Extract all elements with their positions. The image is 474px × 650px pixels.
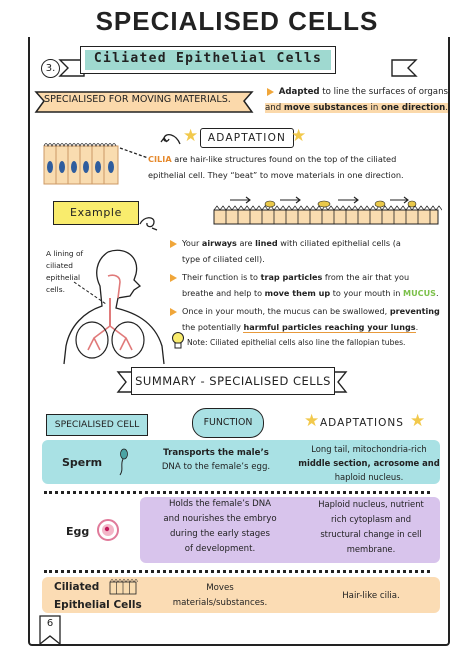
egg-function xyxy=(150,497,290,557)
bullet-swallowed xyxy=(170,304,440,335)
ciliated-name-line: Epithelial Cells xyxy=(54,599,142,611)
row-divider xyxy=(44,570,430,573)
summary-title: SUMMARY - SPECIALISED CELLS xyxy=(131,367,335,395)
section-title: Ciliated Epithelial Cells xyxy=(85,50,331,70)
example-bullets xyxy=(170,236,440,335)
swirl-arrow-icon xyxy=(138,214,160,232)
bullet-keyword: trap particles xyxy=(260,272,323,282)
star-icon: ★ xyxy=(304,411,320,431)
sperm-adaptation-line: haploid nucleus. xyxy=(334,472,404,482)
mucus-keyword: MUCUS xyxy=(403,287,436,298)
egg-adaptations xyxy=(298,497,444,557)
egg-function-line: during the early stages xyxy=(170,529,270,539)
star-icon: ★ xyxy=(291,126,307,146)
egg-cell-name: Egg xyxy=(66,525,90,538)
bullet-text-part: breathe and help to xyxy=(182,287,265,298)
cilia-mucus-strip xyxy=(212,196,442,228)
page-title: SPECIALISED CELLS xyxy=(0,6,474,37)
bullet-text-part: Their function is to xyxy=(182,272,261,282)
row-divider xyxy=(44,491,430,494)
egg-icon xyxy=(96,517,120,543)
bullet-keyword: harmful particles reaching your lungs xyxy=(243,321,416,332)
star-icon: ★ xyxy=(410,411,426,431)
ciliated-function xyxy=(150,581,290,611)
header-specialised-cell: SPECIALISED CELL xyxy=(46,414,148,436)
lightbulb-icon xyxy=(170,331,186,351)
dashed-pointer xyxy=(118,144,152,164)
example-label: Example xyxy=(53,201,139,225)
egg-adaptation-line: structural change in cell xyxy=(320,529,422,539)
sperm-icon xyxy=(110,447,132,477)
airway-illustration xyxy=(60,246,170,366)
sperm-adaptations xyxy=(294,442,444,484)
cilia-text-part: epithelial cell. They “beat” to move materials in one direction. xyxy=(148,170,404,180)
epithelial-cells-illustration xyxy=(42,140,122,188)
sperm-function-line: DNA to the female’s egg. xyxy=(161,462,271,472)
sperm-adaptation-line: middle section, acrosome and xyxy=(298,458,440,468)
bullet-text-part: from the air that you xyxy=(322,272,410,282)
bullet-keyword: move them up xyxy=(264,287,331,298)
bullet-text-part: to your mouth in xyxy=(330,287,404,298)
lining-label-line: cells. xyxy=(46,285,65,294)
adapted-keyword: move substances xyxy=(283,103,368,113)
bullet-airways xyxy=(170,236,440,267)
bullet-text-part: the potentially xyxy=(182,321,244,332)
lining-label-line: ciliated xyxy=(46,261,73,270)
sperm-function-line: Transports the male’s xyxy=(163,448,269,458)
adapted-highlight xyxy=(265,103,448,113)
bullet-text-part: . xyxy=(415,321,419,332)
bullet-trap-particles xyxy=(170,270,440,301)
curly-arrow-icon xyxy=(158,130,184,148)
egg-adaptation-line: membrane. xyxy=(346,544,396,554)
adapted-keyword: one direction xyxy=(381,103,446,113)
adapted-keyword: Adapted xyxy=(278,87,320,97)
adapted-text-part: . xyxy=(445,103,448,113)
bullet-arrow-icon xyxy=(170,274,177,282)
section-title-banner xyxy=(80,46,336,74)
ciliated-name-line: Ciliated xyxy=(54,581,100,593)
page-number: 6 xyxy=(46,618,54,629)
bullet-keyword: preventing xyxy=(389,306,440,316)
adaptation-label: ADAPTATION xyxy=(200,128,294,148)
ciliated-function-line: Moves xyxy=(206,583,234,593)
bullet-arrow-icon xyxy=(170,308,177,316)
note-text: Note: Ciliated epithelial cells also line the fallopian tubes. xyxy=(187,338,406,347)
bullet-arrow-icon xyxy=(170,240,177,248)
egg-function-line: of development. xyxy=(184,544,256,554)
bullet-text-part: are xyxy=(236,238,256,248)
adapted-text-part: to line the surfaces of organs xyxy=(319,87,448,97)
sperm-function xyxy=(150,446,282,474)
bullet-keyword: airways xyxy=(201,238,237,248)
bullet-text-part: Your xyxy=(182,238,202,248)
bullet-text-part: . xyxy=(435,287,439,298)
specialised-for-text: SPECIALISED FOR MOVING MATERIALS. xyxy=(44,94,231,105)
lining-label-line: epithelial xyxy=(46,273,81,282)
star-icon: ★ xyxy=(183,126,199,146)
bullet-text-part: type of ciliated cell). xyxy=(182,253,265,264)
sperm-adaptation-line: Long tail, mitochondria-rich xyxy=(311,444,427,454)
ciliated-function-line: materials/substances. xyxy=(172,598,268,608)
cilia-keyword: CILIA xyxy=(148,154,172,164)
adapted-text-part: and xyxy=(265,103,284,113)
adapted-text-part: in xyxy=(367,103,382,113)
sperm-cell-name: Sperm xyxy=(62,456,103,469)
ciliated-cells-icon xyxy=(108,578,138,596)
adapted-text xyxy=(252,84,448,116)
section-number: 3. xyxy=(41,59,60,78)
bullet-arrow-icon xyxy=(267,88,274,96)
header-function: FUNCTION xyxy=(192,408,264,438)
lining-label-line: A lining of xyxy=(46,249,84,258)
bullet-keyword: lined xyxy=(255,238,278,248)
header-adaptations: ADAPTATIONS xyxy=(320,417,404,429)
bullet-text-part: with ciliated epithelial cells (a xyxy=(277,238,401,248)
egg-function-line: Holds the female’s DNA xyxy=(168,499,272,509)
cilia-text-part: are hair-like structures found on the top of the ciliated xyxy=(171,154,397,164)
ciliated-adaptations: Hair-like cilia. xyxy=(342,591,400,601)
cilia-description xyxy=(148,151,446,183)
egg-adaptation-line: rich cytoplasm and xyxy=(330,514,412,524)
bullet-text-part: Once in your mouth, the mucus can be swallowed, xyxy=(182,306,390,316)
egg-function-line: and nourishes the embryo xyxy=(163,514,277,524)
egg-adaptation-line: Haploid nucleus, nutrient xyxy=(318,499,424,509)
